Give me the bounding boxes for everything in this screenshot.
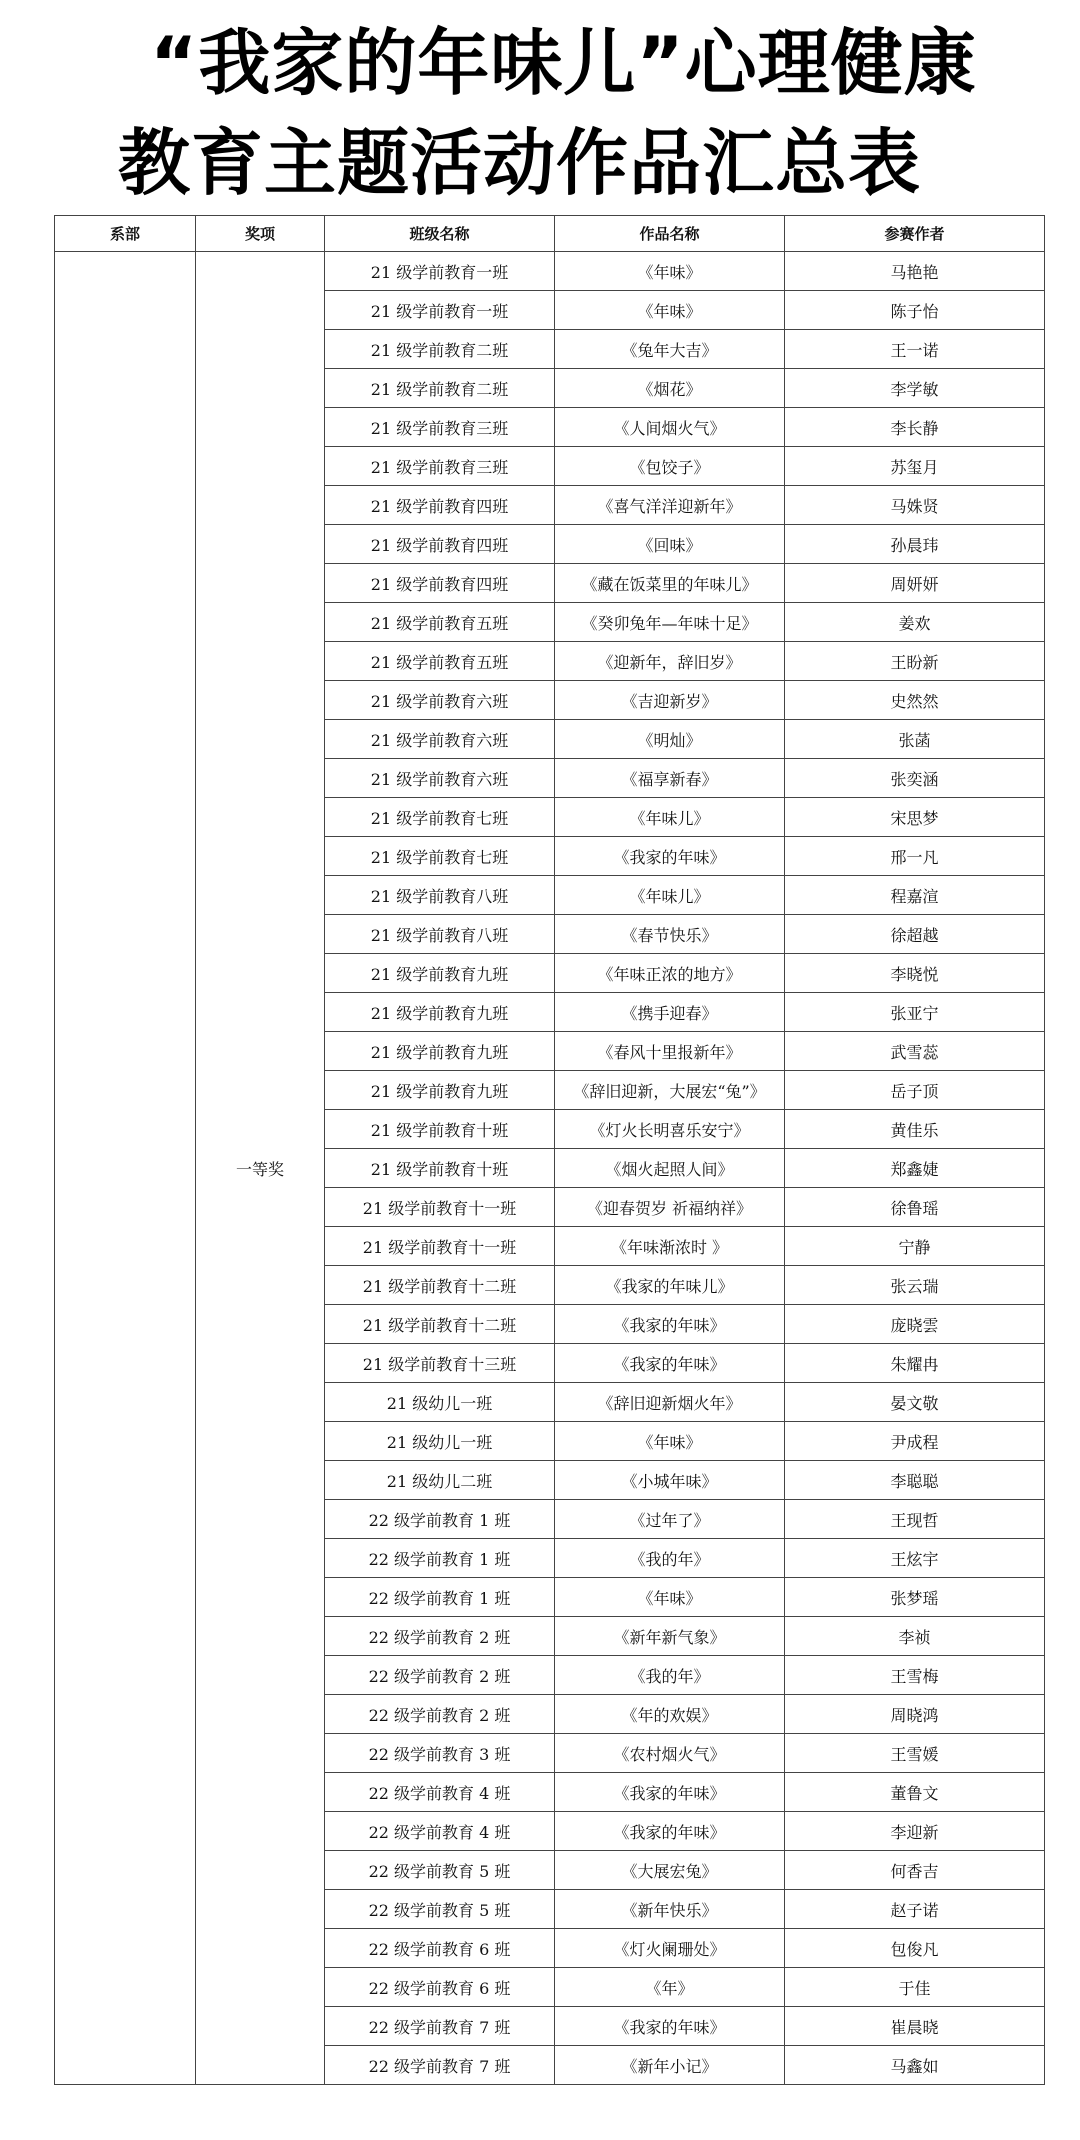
page-title-line-2: 教育主题活动作品汇总表 bbox=[118, 121, 922, 205]
author-cell: 马姝贤 bbox=[785, 486, 1045, 525]
department-cell bbox=[55, 252, 196, 2085]
author-cell: 何香吉 bbox=[785, 1851, 1045, 1890]
work-title-cell: 《小城年味》 bbox=[555, 1461, 785, 1500]
header-department: 系部 bbox=[55, 216, 196, 252]
author-cell: 黄佳乐 bbox=[785, 1110, 1045, 1149]
class-name-cell: 21 级学前教育三班 bbox=[325, 447, 555, 486]
class-name-cell: 22 级学前教育 5 班 bbox=[325, 1851, 555, 1890]
author-cell: 王盼新 bbox=[785, 642, 1045, 681]
work-title-cell: 《新年小记》 bbox=[555, 2046, 785, 2085]
author-cell: 张奕涵 bbox=[785, 759, 1045, 798]
work-title-cell: 《大展宏兔》 bbox=[555, 1851, 785, 1890]
work-title-cell: 《辞旧迎新，大展宏“兔”》 bbox=[555, 1071, 785, 1110]
work-title-cell: 《我家的年味》 bbox=[555, 1305, 785, 1344]
author-cell: 宋思梦 bbox=[785, 798, 1045, 837]
class-name-cell: 21 级学前教育十一班 bbox=[325, 1227, 555, 1266]
work-title-cell: 《藏在饭菜里的年味儿》 bbox=[555, 564, 785, 603]
author-cell: 庞晓雲 bbox=[785, 1305, 1045, 1344]
class-name-cell: 21 级学前教育六班 bbox=[325, 720, 555, 759]
work-title-cell: 《烟火起照人间》 bbox=[555, 1149, 785, 1188]
author-cell: 晏文敬 bbox=[785, 1383, 1045, 1422]
author-cell: 徐超越 bbox=[785, 915, 1045, 954]
award-cell: 一等奖 bbox=[196, 252, 325, 2085]
class-name-cell: 21 级学前教育八班 bbox=[325, 876, 555, 915]
class-name-cell: 22 级学前教育 7 班 bbox=[325, 2007, 555, 2046]
class-name-cell: 21 级幼儿一班 bbox=[325, 1383, 555, 1422]
work-title-cell: 《回味》 bbox=[555, 525, 785, 564]
author-cell: 王一诺 bbox=[785, 330, 1045, 369]
work-title-cell: 《迎新年，辞旧岁》 bbox=[555, 642, 785, 681]
author-cell: 包俊凡 bbox=[785, 1929, 1045, 1968]
author-cell: 尹成程 bbox=[785, 1422, 1045, 1461]
author-cell: 王炫宇 bbox=[785, 1539, 1045, 1578]
author-cell: 马艳艳 bbox=[785, 252, 1045, 291]
class-name-cell: 21 级学前教育十三班 bbox=[325, 1344, 555, 1383]
author-cell: 张云瑞 bbox=[785, 1266, 1045, 1305]
author-cell: 董鲁文 bbox=[785, 1773, 1045, 1812]
author-cell: 周晓鸿 bbox=[785, 1695, 1045, 1734]
header-class-name: 班级名称 bbox=[325, 216, 555, 252]
author-cell: 郑鑫婕 bbox=[785, 1149, 1045, 1188]
work-title-cell: 《辞旧迎新烟火年》 bbox=[555, 1383, 785, 1422]
class-name-cell: 21 级学前教育五班 bbox=[325, 603, 555, 642]
work-title-cell: 《春风十里报新年》 bbox=[555, 1032, 785, 1071]
class-name-cell: 22 级学前教育 2 班 bbox=[325, 1656, 555, 1695]
class-name-cell: 21 级学前教育五班 bbox=[325, 642, 555, 681]
author-cell: 武雪蕊 bbox=[785, 1032, 1045, 1071]
work-title-cell: 《吉迎新岁》 bbox=[555, 681, 785, 720]
class-name-cell: 22 级学前教育 4 班 bbox=[325, 1773, 555, 1812]
class-name-cell: 22 级学前教育 1 班 bbox=[325, 1539, 555, 1578]
work-title-cell: 《我的年》 bbox=[555, 1539, 785, 1578]
author-cell: 周妍妍 bbox=[785, 564, 1045, 603]
work-title-cell: 《我家的年味》 bbox=[555, 2007, 785, 2046]
work-title-cell: 《灯火长明喜乐安宁》 bbox=[555, 1110, 785, 1149]
author-cell: 李迎新 bbox=[785, 1812, 1045, 1851]
author-cell: 史然然 bbox=[785, 681, 1045, 720]
works-summary-table bbox=[54, 215, 1045, 2085]
work-title-cell: 《喜气洋洋迎新年》 bbox=[555, 486, 785, 525]
work-title-cell: 《年味儿》 bbox=[555, 798, 785, 837]
class-name-cell: 22 级学前教育 5 班 bbox=[325, 1890, 555, 1929]
author-cell: 王雪梅 bbox=[785, 1656, 1045, 1695]
work-title-cell: 《年味》 bbox=[555, 1578, 785, 1617]
author-cell: 李祯 bbox=[785, 1617, 1045, 1656]
class-name-cell: 21 级学前教育七班 bbox=[325, 837, 555, 876]
class-name-cell: 21 级学前教育九班 bbox=[325, 1071, 555, 1110]
class-name-cell: 21 级学前教育九班 bbox=[325, 993, 555, 1032]
class-name-cell: 21 级学前教育八班 bbox=[325, 915, 555, 954]
class-name-cell: 22 级学前教育 3 班 bbox=[325, 1734, 555, 1773]
class-name-cell: 21 级学前教育十一班 bbox=[325, 1188, 555, 1227]
work-title-cell: 《年味》 bbox=[555, 252, 785, 291]
class-name-cell: 22 级学前教育 7 班 bbox=[325, 2046, 555, 2085]
author-cell: 马鑫如 bbox=[785, 2046, 1045, 2085]
author-cell: 崔晨晓 bbox=[785, 2007, 1045, 2046]
class-name-cell: 21 级学前教育三班 bbox=[325, 408, 555, 447]
author-cell: 张梦瑶 bbox=[785, 1578, 1045, 1617]
work-title-cell: 《明灿》 bbox=[555, 720, 785, 759]
class-name-cell: 21 级学前教育十班 bbox=[325, 1110, 555, 1149]
work-title-cell: 《我家的年味》 bbox=[555, 1344, 785, 1383]
author-cell: 姜欢 bbox=[785, 603, 1045, 642]
work-title-cell: 《年味正浓的地方》 bbox=[555, 954, 785, 993]
work-title-cell: 《年味》 bbox=[555, 291, 785, 330]
class-name-cell: 21 级幼儿二班 bbox=[325, 1461, 555, 1500]
class-name-cell: 21 级学前教育六班 bbox=[325, 681, 555, 720]
class-name-cell: 22 级学前教育 1 班 bbox=[325, 1500, 555, 1539]
author-cell: 陈子怡 bbox=[785, 291, 1045, 330]
work-title-cell: 《癸卯兔年—年味十足》 bbox=[555, 603, 785, 642]
author-cell: 王现哲 bbox=[785, 1500, 1045, 1539]
header-award: 奖项 bbox=[196, 216, 325, 252]
class-name-cell: 22 级学前教育 2 班 bbox=[325, 1617, 555, 1656]
work-title-cell: 《年的欢娱》 bbox=[555, 1695, 785, 1734]
work-title-cell: 《人间烟火气》 bbox=[555, 408, 785, 447]
author-cell: 邢一凡 bbox=[785, 837, 1045, 876]
author-cell: 朱耀冉 bbox=[785, 1344, 1045, 1383]
work-title-cell: 《农村烟火气》 bbox=[555, 1734, 785, 1773]
class-name-cell: 21 级学前教育一班 bbox=[325, 252, 555, 291]
work-title-cell: 《灯火阑珊处》 bbox=[555, 1929, 785, 1968]
class-name-cell: 22 级学前教育 4 班 bbox=[325, 1812, 555, 1851]
class-name-cell: 21 级学前教育十二班 bbox=[325, 1266, 555, 1305]
class-name-cell: 22 级学前教育 6 班 bbox=[325, 1968, 555, 2007]
author-cell: 徐鲁瑶 bbox=[785, 1188, 1045, 1227]
author-cell: 苏玺月 bbox=[785, 447, 1045, 486]
work-title-cell: 《福享新春》 bbox=[555, 759, 785, 798]
work-title-cell: 《我家的年味》 bbox=[555, 1812, 785, 1851]
table-body bbox=[55, 252, 1045, 2085]
header-author: 参赛作者 bbox=[785, 216, 1045, 252]
work-title-cell: 《年》 bbox=[555, 1968, 785, 2007]
work-title-cell: 《年味》 bbox=[555, 1422, 785, 1461]
work-title-cell: 《兔年大吉》 bbox=[555, 330, 785, 369]
work-title-cell: 《我的年》 bbox=[555, 1656, 785, 1695]
author-cell: 李学敏 bbox=[785, 369, 1045, 408]
class-name-cell: 21 级学前教育七班 bbox=[325, 798, 555, 837]
work-title-cell: 《年味儿》 bbox=[555, 876, 785, 915]
author-cell: 李长静 bbox=[785, 408, 1045, 447]
work-title-cell: 《新年快乐》 bbox=[555, 1890, 785, 1929]
work-title-cell: 《携手迎春》 bbox=[555, 993, 785, 1032]
work-title-cell: 《过年了》 bbox=[555, 1500, 785, 1539]
work-title-cell: 《我家的年味》 bbox=[555, 1773, 785, 1812]
work-title-cell: 《春节快乐》 bbox=[555, 915, 785, 954]
work-title-cell: 《我家的年味》 bbox=[555, 837, 785, 876]
work-title-cell: 《迎春贺岁 祈福纳祥》 bbox=[555, 1188, 785, 1227]
class-name-cell: 21 级学前教育十二班 bbox=[325, 1305, 555, 1344]
work-title-cell: 《新年新气象》 bbox=[555, 1617, 785, 1656]
table-row bbox=[55, 252, 1045, 291]
class-name-cell: 21 级学前教育四班 bbox=[325, 564, 555, 603]
author-cell: 于佳 bbox=[785, 1968, 1045, 2007]
table-header-row bbox=[55, 216, 1045, 252]
class-name-cell: 21 级学前教育二班 bbox=[325, 330, 555, 369]
class-name-cell: 21 级学前教育二班 bbox=[325, 369, 555, 408]
author-cell: 李聪聪 bbox=[785, 1461, 1045, 1500]
class-name-cell: 22 级学前教育 6 班 bbox=[325, 1929, 555, 1968]
work-title-cell: 《年味渐浓时 》 bbox=[555, 1227, 785, 1266]
class-name-cell: 21 级学前教育四班 bbox=[325, 486, 555, 525]
class-name-cell: 21 级学前教育一班 bbox=[325, 291, 555, 330]
class-name-cell: 21 级学前教育四班 bbox=[325, 525, 555, 564]
class-name-cell: 22 级学前教育 2 班 bbox=[325, 1695, 555, 1734]
author-cell: 王雪媛 bbox=[785, 1734, 1045, 1773]
author-cell: 赵子诺 bbox=[785, 1890, 1045, 1929]
class-name-cell: 22 级学前教育 1 班 bbox=[325, 1578, 555, 1617]
author-cell: 李晓悦 bbox=[785, 954, 1045, 993]
work-title-cell: 《包饺子》 bbox=[555, 447, 785, 486]
work-title-cell: 《我家的年味儿》 bbox=[555, 1266, 785, 1305]
class-name-cell: 21 级学前教育六班 bbox=[325, 759, 555, 798]
author-cell: 张亚宁 bbox=[785, 993, 1045, 1032]
author-cell: 岳子顶 bbox=[785, 1071, 1045, 1110]
page-title-line-1: “我家的年味儿”心理健康 bbox=[150, 21, 977, 105]
author-cell: 程嘉渲 bbox=[785, 876, 1045, 915]
author-cell: 孙晨玮 bbox=[785, 525, 1045, 564]
work-title-cell: 《烟花》 bbox=[555, 369, 785, 408]
class-name-cell: 21 级幼儿一班 bbox=[325, 1422, 555, 1461]
header-work-title: 作品名称 bbox=[555, 216, 785, 252]
author-cell: 张菡 bbox=[785, 720, 1045, 759]
class-name-cell: 21 级学前教育十班 bbox=[325, 1149, 555, 1188]
class-name-cell: 21 级学前教育九班 bbox=[325, 954, 555, 993]
author-cell: 宁静 bbox=[785, 1227, 1045, 1266]
class-name-cell: 21 级学前教育九班 bbox=[325, 1032, 555, 1071]
